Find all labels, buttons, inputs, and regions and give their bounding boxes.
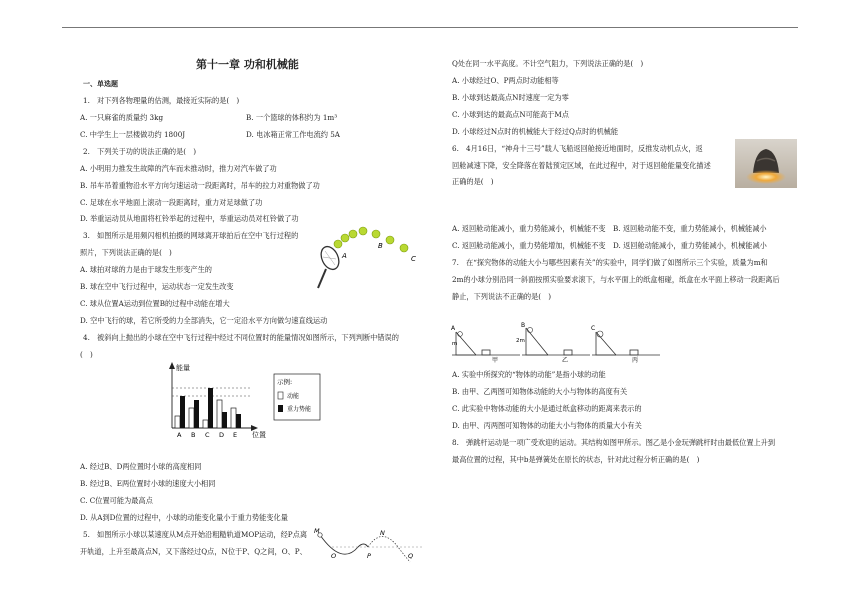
q2-option-d: D. 举重运动员从地面将杠铃举起的过程中，举重运动员对杠铃做了功: [80, 214, 299, 223]
kinetic-bar: [175, 416, 180, 428]
q7-option-b: B. 由甲、乙两图可知物体动能的大小与物体的高度有关: [452, 387, 628, 396]
q7-stem-line1: 7. 在“探究物体的动能大小与哪些因素有关”的实验中，同学们做了如图所示三个实验，质量为m和: [452, 258, 768, 267]
q5-stem-line1: 5. 如图所示小球以某速度从M点开始沿粗糙轨道MOP运动，经P点离: [83, 530, 308, 539]
q6-stem-line1: 6. 4月16日，“神舟十三号”载人飞船返回舱接近地面时，反推发动机点火，返: [452, 144, 703, 153]
legend-potential-swatch: [278, 405, 283, 412]
q3-stem-line1: 3. 如图所示是用频闪相机拍摄的网球离开球拍后在空中飞行过程的: [83, 231, 299, 240]
q7-option-d: D. 由甲、丙两图可知物体的动能大小与物体的质量大小有关: [452, 421, 642, 430]
section-heading: 一、单选题: [83, 80, 118, 88]
q7-option-a: A. 实验中所探究的“物体的动能”是指小球的动能: [452, 370, 606, 379]
potential-bar: [180, 396, 185, 428]
kinetic-bar: [231, 408, 236, 428]
q6-option-b: B. 返回舱动能不变，重力势能减小，机械能减小: [613, 224, 767, 233]
q7-label-b: B: [521, 322, 526, 329]
q2-option-c: C. 足球在水平地面上滚动一段距离时，重力对足球做了功: [80, 198, 263, 207]
x-tick-b: B: [191, 431, 196, 439]
q3-option-c: C. 球从位置A运动到位置B的过程中动能在增大: [80, 299, 230, 308]
track-figure: [312, 528, 434, 562]
q1-option-a: A. 一只麻雀的质量约 3kg: [80, 113, 164, 122]
tennis-figure: [316, 228, 426, 318]
q7-label-m: m: [452, 341, 458, 347]
q7-label-jia: 甲: [492, 357, 499, 364]
q6-stem-line2: 回舱减速下降，安全降落在着陆预定区域，在此过程中，对于返回舱能量变化描述: [452, 161, 711, 170]
q3-label-c: C: [411, 255, 416, 263]
chart-xlabel: 位置: [252, 431, 266, 439]
potential-bar: [208, 388, 213, 428]
potential-bar: [222, 412, 227, 428]
q6-stem-line3: 正确的是( ): [452, 177, 494, 186]
q3-option-d: D. 空中飞行的球，若它所受的力全部消失，它一定沿水平方向做匀速直线运动: [80, 316, 328, 325]
x-tick-a: A: [177, 431, 182, 439]
page-title: 第十一章 功和机械能: [196, 58, 299, 71]
legend-potential: 重力势能: [287, 406, 312, 413]
q3-stem-line2: 照片，下列说法正确的是( ): [80, 248, 172, 257]
header-rule: [62, 27, 798, 28]
q5-label-q: Q: [408, 552, 414, 560]
q5-label-n: N: [380, 529, 385, 537]
x-tick-c: C: [205, 431, 210, 439]
q4-stem: 4. 被斜向上抛出的小球在空中飞行过程中经过不同位置时的能量情况如图所示，下列判断中错误的: [83, 333, 399, 342]
legend-kinetic: 动能: [287, 393, 300, 400]
legend-title: 示例:: [277, 378, 293, 386]
q4-option-a: A. 经过B、D两位置时小球的高度相同: [80, 462, 202, 471]
energy-chart: [164, 360, 334, 442]
q5-option-b: B. 小球到达最高点N时速度一定为零: [452, 93, 569, 102]
q6-option-a: A. 返回舱动能减小，重力势能减小，机械能不变: [452, 224, 606, 233]
potential-bar: [194, 400, 199, 428]
q3-option-a: A. 球拍对球的力是由于球发生形变产生的: [80, 265, 212, 274]
q7-label-a: A: [451, 325, 456, 332]
q5-option-a: A. 小球经过O、P两点时动能相等: [452, 76, 559, 85]
q5-stem-line2: 开轨道，上升至最高点N，又下落经过Q点，N位于P、Q之间，O、P、: [80, 547, 307, 556]
q7-label-2m: 2m: [516, 338, 525, 344]
q7-label-bing: 丙: [632, 357, 639, 364]
q3-label-b: B: [378, 242, 383, 250]
q5-label-m: M: [314, 527, 320, 535]
kinetic-bar: [189, 408, 194, 428]
legend-kinetic-swatch: [278, 392, 283, 399]
potential-bar: [236, 414, 241, 428]
q2-stem: 2. 下列关于功的说法正确的是( ): [83, 147, 197, 156]
q7-label-c: C: [591, 325, 596, 332]
q3-label-a: A: [342, 252, 347, 260]
x-tick-d: D: [219, 431, 225, 439]
kinetic-bar: [203, 420, 208, 428]
q4-option-c: C. C位置可能为最高点: [80, 496, 153, 505]
q4-option-b: B. 经过B、E两位置时小球的速度大小相同: [80, 479, 216, 488]
capsule-photo: [735, 139, 797, 188]
chart-ylabel: 能量: [176, 364, 190, 372]
kinetic-bar: [217, 400, 222, 428]
q7-stem-line3: 静止，下列说法不正确的是( ): [452, 292, 552, 301]
q7-stem-line2: 2m的小球分别沿同一斜面按照实验要求滚下，与水平面上的纸盒相碰，纸盒在水平面上移动一段距离后: [452, 275, 780, 284]
q5-stem-cont: Q处在同一水平高度。不计空气阻力，下列说法正确的是( ): [452, 59, 644, 68]
q5-option-c: C. 小球到达的最高点N可能高于M点: [452, 110, 569, 119]
q5-label-o: O: [331, 552, 337, 560]
q7-label-yi: 乙: [562, 357, 569, 364]
ramp-experiment-figure: [452, 322, 662, 362]
x-tick-e: E: [233, 431, 238, 439]
q8-stem-line2: 最高位置的过程，其中b是弹簧处在原长的状态，针对此过程分析正确的是( ): [452, 455, 700, 464]
chart-bars: [175, 388, 241, 428]
q1-option-c: C. 中学生上一层楼做功约 1800J: [80, 130, 186, 139]
q5-option-d: D. 小球经过N点时的机械能大于经过Q点时的机械能: [452, 127, 619, 136]
q1-option-b: B. 一个篮球的体积约为 1m³: [246, 113, 338, 122]
q5-label-p: P: [367, 552, 371, 560]
q6-option-c: C. 返回舱动能减小，重力势能增加，机械能不变: [452, 241, 606, 250]
q3-option-b: B. 球在空中飞行过程中，运动状态一定发生改变: [80, 282, 234, 291]
q6-option-d: D. 返回舱动能减小，重力势能减小，机械能减小: [613, 241, 767, 250]
q8-stem-line1: 8. 弹跳杆运动是一项广受欢迎的运动。其结构如图甲所示。图乙是小金玩弹跳杆时由最低位置上升到: [452, 438, 776, 447]
q1-stem: 1. 对下列各物理量的估测，最接近实际的是( ): [83, 96, 240, 105]
q2-option-a: A. 小明用力推发生故障的汽车而未推动时，推力对汽车做了功: [80, 164, 277, 173]
q4-option-d: D. 从A到D位置的过程中，小球的动能变化量小于重力势能变化量: [80, 513, 288, 522]
q7-option-c: C. 此实验中物体动能的大小是通过纸盒移动的距离来表示的: [452, 404, 642, 413]
q2-option-b: B. 吊车吊着重物沿水平方向匀速运动一段距离时，吊车的拉力对重物做了功: [80, 181, 320, 190]
q4-paren: ( ): [80, 350, 93, 359]
q1-option-d: D. 电冰箱正常工作电流约 5A: [246, 130, 340, 139]
